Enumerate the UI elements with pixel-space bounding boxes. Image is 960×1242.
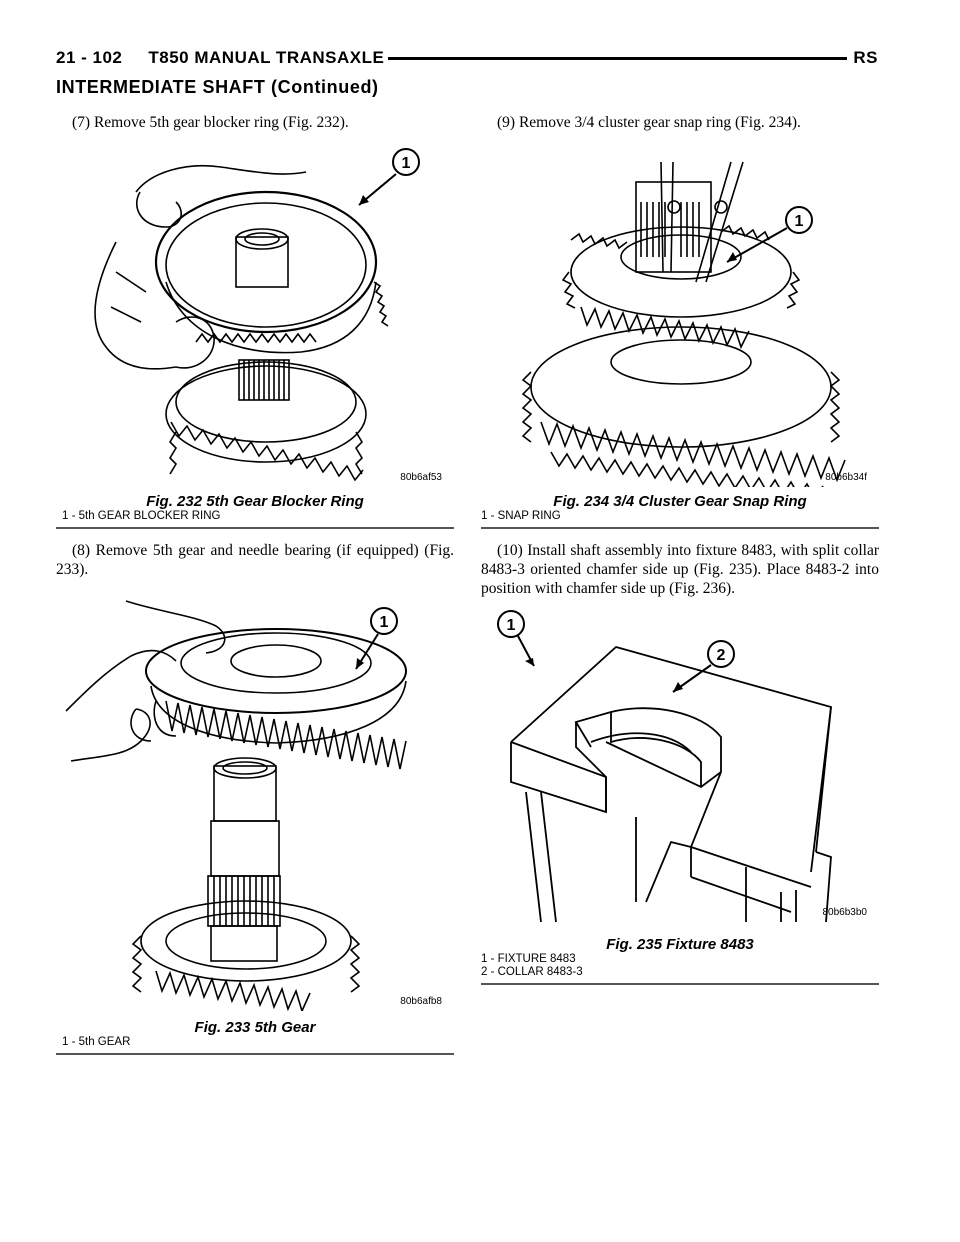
figure-id: 80b6b3b0 bbox=[822, 907, 867, 918]
figure-232 bbox=[56, 132, 454, 487]
step-9-text: (9) Remove 3/4 cluster gear snap ring (Fig. 234). bbox=[497, 114, 801, 131]
figure-id: 80b6afb8 bbox=[400, 996, 442, 1007]
fifth-gear-illustration bbox=[56, 591, 454, 1011]
chapter-title: T850 MANUAL TRANSAXLE bbox=[148, 48, 385, 67]
figure-232-caption: Fig. 232 5th Gear Blocker Ring bbox=[146, 493, 364, 510]
figure-234 bbox=[481, 132, 879, 487]
callout-1-label: 1 bbox=[379, 614, 389, 631]
figure-235-legend bbox=[481, 953, 879, 979]
legend-item: 1 - 5th GEAR bbox=[62, 1036, 131, 1048]
figure-232-legend bbox=[56, 510, 454, 523]
callout-1-label: 1 bbox=[506, 617, 516, 634]
figure-235 bbox=[481, 602, 879, 922]
callout-2-label: 2 bbox=[716, 647, 726, 664]
step-10-text: (10) Install shaft assembly into fixture 8483, with split collar 8483-3 oriented chamfer side up (Fig. 235). Place 8483-2 into position with chamfer side up (Fig. 236). bbox=[481, 542, 879, 597]
figure-id: 80b6af53 bbox=[400, 472, 442, 483]
figure-234-legend bbox=[481, 510, 879, 523]
page-header bbox=[56, 46, 878, 70]
page-number: 21 - 102 bbox=[56, 48, 123, 67]
blocker-ring-illustration bbox=[56, 132, 454, 487]
legend-item: 2 - COLLAR 8483-3 bbox=[481, 966, 583, 978]
figure-234-caption: Fig. 234 3/4 Cluster Gear Snap Ring bbox=[553, 493, 807, 510]
header-rule bbox=[388, 57, 847, 60]
left-column bbox=[56, 113, 454, 1055]
figure-divider bbox=[481, 527, 879, 529]
step-7-text: (7) Remove 5th gear blocker ring (Fig. 232). bbox=[72, 114, 349, 131]
figure-235-caption: Fig. 235 Fixture 8483 bbox=[606, 936, 754, 953]
figure-233-caption: Fig. 233 5th Gear bbox=[194, 1019, 316, 1036]
figure-divider bbox=[481, 983, 879, 985]
step-8-text: (8) Remove 5th gear and needle bearing (if equipped) (Fig. 233). bbox=[56, 542, 454, 578]
figure-233-legend bbox=[56, 1036, 454, 1049]
legend-item: 1 - FIXTURE 8483 bbox=[481, 953, 576, 965]
figure-id: 80b6b34f bbox=[825, 472, 867, 483]
figure-divider bbox=[56, 527, 454, 529]
figure-divider bbox=[56, 1053, 454, 1055]
legend-item: 1 - SNAP RING bbox=[481, 510, 561, 522]
section-code: RS bbox=[853, 48, 878, 67]
figure-233 bbox=[56, 591, 454, 1011]
callout-1-label: 1 bbox=[794, 213, 804, 230]
section-title: INTERMEDIATE SHAFT (Continued) bbox=[56, 77, 379, 97]
right-column bbox=[481, 113, 879, 985]
legend-item: 1 - 5th GEAR BLOCKER RING bbox=[62, 510, 221, 522]
snap-ring-illustration bbox=[481, 132, 879, 487]
callout-1-label: 1 bbox=[401, 155, 411, 172]
fixture-8483-illustration bbox=[481, 602, 879, 922]
